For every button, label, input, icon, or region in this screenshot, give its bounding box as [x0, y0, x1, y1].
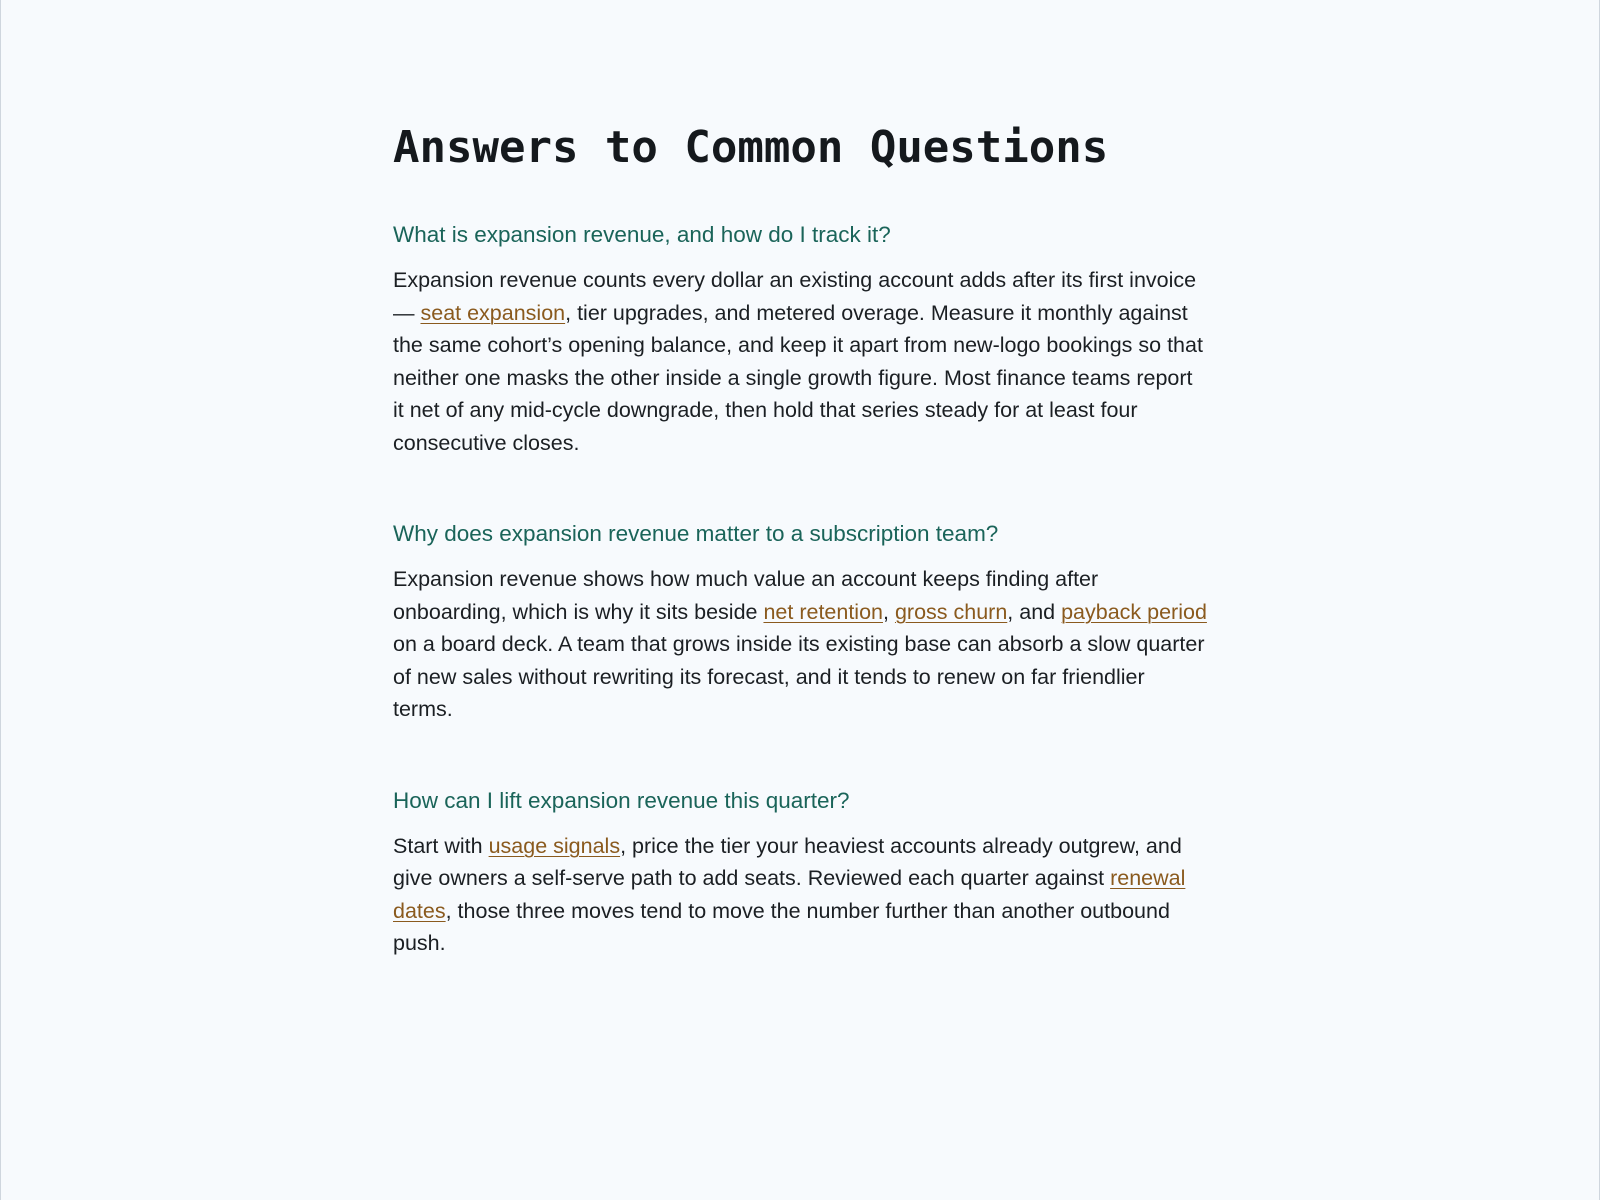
faq-item	[393, 517, 1208, 726]
glossary-link-net-retention[interactable]: net retention	[763, 599, 883, 624]
page-title: Answers to Common Questions	[393, 122, 1109, 173]
faq-item	[393, 218, 1208, 459]
glossary-link-seat-expansion[interactable]: seat expansion	[420, 300, 566, 325]
glossary-link-usage-signals[interactable]: usage signals	[488, 833, 621, 858]
faq-answer: Expansion revenue counts every dollar an existing account adds after its first invoice — seat expansion, tier upgrades, and metered overage. Measure it monthly against the same cohort’s opening balance, and keep it apart from new-logo bookings so that neither one masks the other inside a single growth figure. Most finance teams report it net of any mid-cycle downgrade, then hold that series steady for at least four consecutive closes.	[393, 268, 1203, 455]
glossary-link-renewal-dates[interactable]: renewal dates	[393, 866, 1186, 923]
faq-question: How can I lift expansion revenue this quarter?	[393, 787, 850, 813]
faq-question: Why does expansion revenue matter to a subscription team?	[393, 521, 999, 546]
glossary-link-gross-churn[interactable]: gross churn	[894, 599, 1008, 624]
glossary-link-payback-period[interactable]: payback period	[1061, 599, 1207, 624]
faq-answer: Expansion revenue shows how much value an account keeps finding after onboarding, which is why it sits beside net retention, gross churn, and payback period on a board deck. A team that grows inside its existing base can absorb a slow quarter of new sales without rewriting its forecast, and it tends to renew on far friendlier terms.	[393, 567, 1207, 721]
faq-question: What is expansion revenue, and how do I track it?	[393, 222, 891, 247]
faq-item	[393, 784, 1208, 960]
faq-article	[393, 118, 1208, 1018]
page-left-border	[0, 0, 1, 1200]
faq-answer: Start with usage signals, price the tier your heaviest accounts already outgrew, and give owners a self-serve path to add seats. Reviewed each quarter against renewal dates, those three moves tend to move the number further than another outbound push.	[393, 833, 1186, 955]
